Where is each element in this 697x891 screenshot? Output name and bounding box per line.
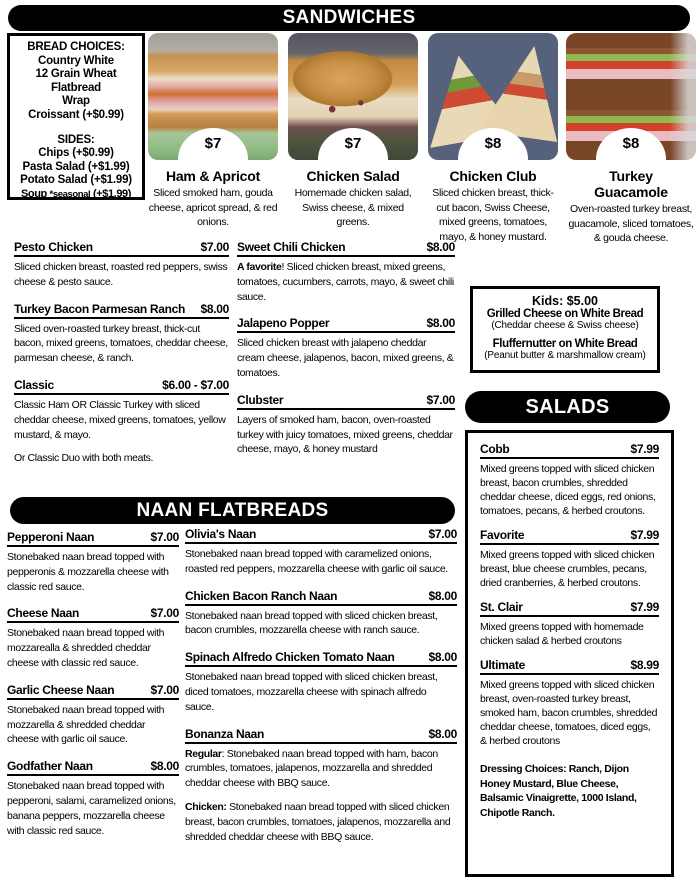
menu-item-bonanza-naan [185,727,457,845]
item-description: Layers of smoked ham, bacon, oven-roasted turkey with juicy tomatoes, mixed greens, cheddar cheese, mayo, & honey mustard [237,413,453,456]
menu-item-pepperoni-naan [7,530,179,594]
item-description-text: ! Sliced chicken breast, mixed greens, tomatoes, cucumbers, carrots, mayo, & sweet chili sauce. [237,261,454,303]
item-description-regular [185,744,457,791]
kids-menu-box [470,286,660,373]
turkey-guacamole-photo [566,33,696,160]
item-header [185,650,457,667]
item-price: $8.00 [428,588,457,603]
item-name: Olivia's Naan [185,527,256,541]
item-header [7,683,179,700]
soup-price: (+$1.99) [90,187,132,200]
menu-item-pesto-chicken [14,240,229,290]
sandwich-list-left-column [14,240,229,478]
item-name: Bonanza Naan [185,726,265,741]
variant-description: : Stonebaked naan bread topped with ham, bacon crumbles, tomatoes, jalapenos, mozzarella and shredded cheddar cheese with BBQ sauce. [185,747,438,790]
item-description-chicken [185,791,457,844]
featured-item-description: Oven-roasted turkey breast, guacamole, sliced tomatoes, & gouda cheese. [568,203,694,244]
item-name: Jalapeno Popper [237,316,330,331]
item-description: Sliced chicken breast, roasted red peppers, swiss cheese & pesto sauce. [14,261,228,288]
item-price: $7.00 [150,606,179,621]
item-description: Mixed greens topped with homemade chicken salad & herbed croutons [480,621,644,647]
item-name: Cheese Naan [7,606,80,621]
salads-header-label: SALADS [525,395,610,418]
menu-item-chicken-bacon-ranch-naan [185,589,457,639]
menu-item-olivias-naan [185,527,457,577]
item-description: Mixed greens topped with sliced chicken breast, bacon crumbles, shredded cheddar cheese, diced eggs, red onions, tomatoes, pecans, & herbed croutons. [480,463,656,517]
kids-menu-title: Kids: $5.00 [531,294,598,308]
featured-item-name: Turkey Guacamole [594,168,668,200]
naan-list-middle-column [185,527,457,856]
side-option: Potato Salad (+$1.99) [20,174,132,187]
item-name: Ultimate [480,658,525,672]
soup-label: Soup [20,187,50,200]
item-header [14,302,229,319]
item-price: $7.99 [630,600,659,614]
menu-item-clubster [237,393,455,457]
featured-item-description: Homemade chicken salad, Swiss cheese, & mixed greens. [294,187,412,228]
naan-list-left-column [7,530,179,850]
featured-item-description: Sliced smoked ham, gouda cheese, apricot spread, & red onions. [148,187,278,228]
price-badge-label: $8 [622,135,640,152]
item-name: Godfather Naan [7,759,93,774]
item-price: $7.99 [630,528,659,542]
item-name: Pepperoni Naan [7,530,95,544]
featured-card-chicken-salad [288,33,418,230]
menu-item-ultimate-salad [480,658,659,748]
price-badge [318,128,388,160]
bread-option: Flatbread [51,81,101,94]
menu-item-cheese-naan [7,606,179,670]
menu-item-spinach-alfredo-chicken-tomato-naan [185,650,457,714]
item-description [237,257,455,304]
sandwiches-header-label: SANDWICHES [282,7,416,28]
menu-item-classic [14,378,229,466]
item-name: Clubster [237,392,284,407]
salads-menu-box [465,430,674,877]
menu-item-godfather-naan [7,759,179,838]
item-name: Spinach Alfredo Chicken Tomato Naan [185,650,395,665]
item-header [14,240,229,257]
sides-title: SIDES: [57,133,95,146]
item-price: $8.99 [630,658,659,672]
bread-option: Wrap [62,95,90,108]
price-badge [458,128,528,160]
item-header [185,727,457,744]
price-badge [596,128,666,160]
item-description: Stonebaked naan bread topped with pepperoni, salami, caramelized onions, banana peppers, mozzarella cheese with classic red sauce. [7,780,176,837]
item-price: $7.00 [200,240,229,254]
bread-choices-box [7,33,145,200]
item-header [7,530,179,547]
kids-option-note: (Cheddar cheese & Swiss cheese) [491,320,639,331]
item-description-extra: Or Classic Duo with both meats. [14,452,154,465]
item-name: Favorite [480,528,525,542]
item-name: Chicken Bacon Ranch Naan [185,588,338,603]
item-description: Stonebaked naan bread topped with mozzarella & shredded cheddar cheese with garlic oil sauce. [7,703,165,746]
item-description: Stonebaked naan bread topped with pepperonis & mozzarella cheese with classic red sauce. [7,551,169,593]
item-name: Turkey Bacon Parmesan Ranch [14,301,186,316]
ham-apricot-sandwich-photo [148,33,278,160]
item-name: Cobb [480,442,510,456]
item-header [237,240,455,257]
item-header [185,527,457,544]
item-header [480,658,659,675]
item-price: $7.00 [426,392,455,407]
sandwiches-section-header [8,5,690,31]
naan-header-label: NAAN FLATBREADS [136,499,329,521]
item-header [480,442,659,459]
menu-item-sweet-chili-chicken [237,240,455,304]
spacer [10,123,142,134]
menu-item-favorite-salad [480,528,659,590]
menu-item-garlic-cheese-naan [7,683,179,747]
item-header [480,528,659,545]
bread-option: Croissant (+$0.99) [28,108,124,121]
featured-card-chicken-club [428,33,558,244]
menu-item-jalapeno-popper [237,316,455,380]
sandwich-list-middle-column [237,240,455,469]
price-badge-label: $7 [344,135,362,152]
item-description: Sliced chicken breast with jalapeno cheddar cream cheese, jalapenos, bacon, mixed greens, & tomatoes. [237,337,454,379]
item-description: Mixed greens topped with sliced chicken breast, blue cheese crumbles, pecans, dried cranberries, & herbed croutons. [480,549,655,589]
price-badge [178,128,248,160]
dressing-choices-note: Dressing Choices: Ranch, Dijon Honey Mustard, Blue Cheese, Balsamic Vinaigrette, 1000 Island, Chipotle Ranch. [480,763,637,819]
featured-item-name: Chicken Salad [306,168,400,184]
price-badge-label: $7 [204,135,222,152]
featured-item-name: Ham & Apricot [165,168,261,184]
item-price: $8.00 [426,316,455,331]
featured-card-turkey-guacamole [566,33,696,246]
favorite-callout: A favorite [237,261,282,273]
club-sandwich-half-shape [478,40,558,142]
kids-option-grilled-cheese: Grilled Cheese on White Bread [486,308,644,320]
soup-seasonal-note: *seasonal [49,188,91,200]
menu-item-st-clair-salad [480,600,659,648]
item-header [14,378,229,395]
item-name: Garlic Cheese Naan [7,682,115,697]
price-badge-label: $8 [484,135,502,152]
menu-item-cobb-salad [480,442,659,518]
featured-card-ham-apricot [148,33,278,230]
bread-option: 12 Grain Wheat [35,68,117,81]
salads-section-header [465,391,670,423]
item-name: St. Clair [480,600,523,614]
item-price: $7.00 [428,527,457,541]
variant-label-chicken: Chicken: [185,800,227,813]
item-description: Sliced oven-roasted turkey breast, thick-cut bacon, mixed greens, tomatoes, cheddar cheese, parmesan cheese, & ranch. [14,322,228,365]
item-name: Sweet Chili Chicken [237,240,346,254]
item-price: $8.00 [428,650,457,665]
item-header [7,606,179,623]
item-description: Stonebaked naan bread topped with sliced chicken breast, bacon crumbles, mozzarella cheese with ranch sauce. [185,609,438,637]
chicken-club-photo [428,33,558,160]
variant-description: Stonebaked naan bread topped with sliced chicken breast, bacon crumbles, tomatoes, jalapenos, mozzarella and shredded cheddar cheese with BBQ sauce. [185,800,451,843]
item-header [237,316,455,333]
item-description: Stonebaked naan bread topped with sliced chicken breast, diced tomatoes, mozzarella cheese with spinach alfredo sauce. [185,671,438,713]
chicken-salad-croissant-photo [288,33,418,160]
item-description: Stonebaked naan bread topped with caramelized onions, roasted red peppers, mozzarella cheese with garlic oil sauce. [185,548,448,575]
item-header [480,600,659,617]
item-price: $8.00 [428,726,457,741]
naan-flatbreads-section-header [10,497,455,524]
item-price: $7.00 [150,530,179,544]
variant-label-regular: Regular [185,747,222,760]
bread-option: Country White [38,54,114,67]
featured-item-name: Chicken Club [449,168,537,184]
item-name: Classic [14,377,54,392]
bread-choices-title: BREAD CHOICES: [27,41,125,53]
side-option: Chips (+$0.99) [38,147,114,160]
item-price: $7.00 [150,682,179,697]
side-option-soup [10,188,142,202]
side-option: Pasta Salad (+$1.99) [22,160,130,173]
item-price: $7.99 [630,442,659,456]
menu-item-turkey-bacon-parmesan-ranch [14,302,229,366]
kids-option-note: (Peanut butter & marshmallow cream) [484,350,646,361]
item-header [185,589,457,606]
item-description: Mixed greens topped with sliced chicken breast, oven-roasted turkey breast, smoked ham, bacon crumbles, shredded cheddar cheese, tomatoes, diced eggs, & herbed croutons [480,679,658,747]
item-description: Stonebaked naan bread topped with mozzarealla & shredded cheddar cheese with classic red sauce. [7,627,165,669]
item-price: $8.00 [150,759,179,774]
item-header [7,759,179,776]
item-header [237,393,455,410]
item-description: Classic Ham OR Classic Turkey with sliced cheddar cheese, mixed greens, tomatoes, yellow mustard, & mayo. [14,398,226,441]
item-price: $6.00 - $7.00 [162,377,229,392]
featured-item-description: Sliced chicken breast, thick-cut bacon, Swiss Cheese, mixed greens, tomatoes, mayo, & honey mustard. [432,187,554,243]
kids-option-fluffernutter: Fluffernutter on White Bread [492,338,638,350]
item-price: $8.00 [426,240,455,254]
item-price: $8.00 [200,301,229,316]
item-name: Pesto Chicken [14,240,93,254]
